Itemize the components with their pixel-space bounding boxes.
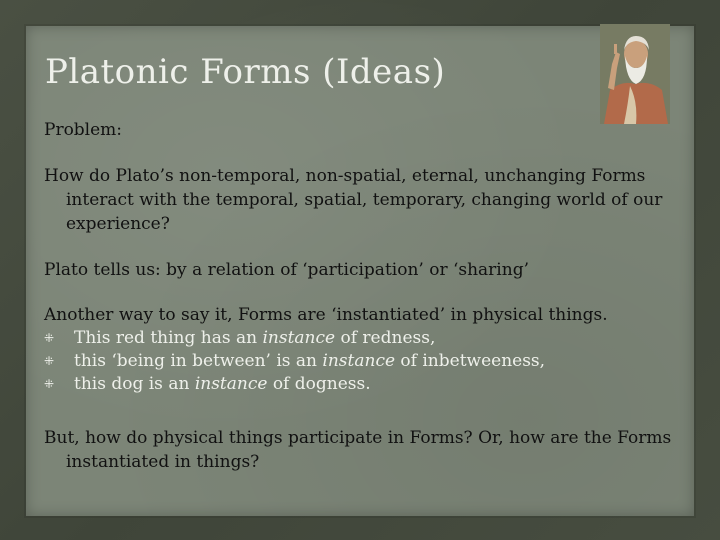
bullet-text: of dogness. — [267, 374, 371, 394]
arrow-bullet-icon: ⁜ — [44, 354, 55, 368]
bullet-list — [44, 327, 684, 396]
bullet-text: this dog is an — [74, 374, 195, 394]
bullet-text: of redness, — [335, 328, 436, 348]
bullet-emphasis: instance — [262, 328, 336, 348]
bullet-item — [44, 327, 684, 350]
bullet-text: this ‘being in between’ is an — [74, 351, 323, 371]
instantiation-paragraph: Another way to say it, Forms are ‘instantiated’ in physical things. — [44, 305, 608, 325]
question-paragraph: How do Plato’s non-temporal, non-spatial, eternal, unchanging Forms interact with the temporal, spatial, temporary, changing world of our experience? — [44, 166, 663, 234]
arrow-bullet-icon: ⁜ — [44, 331, 55, 345]
closing-paragraph: But, how do physical things participate in Forms? Or, how are the Forms instantiated in things? — [44, 428, 672, 472]
plato-portrait-image — [600, 24, 670, 124]
bullet-text: This red thing has an — [74, 328, 263, 348]
slide-body — [44, 118, 684, 474]
problem-label: Problem: — [44, 120, 123, 140]
bullet-emphasis: instance — [322, 351, 396, 371]
arrow-bullet-icon: ⁜ — [44, 377, 55, 391]
bullet-emphasis: instance — [194, 374, 268, 394]
bullet-item — [44, 373, 684, 396]
bullet-item — [44, 350, 684, 373]
plato-portrait — [600, 24, 670, 124]
bullet-text: of inbetweeness, — [395, 351, 546, 371]
answer-paragraph: Plato tells us: by a relation of ‘participation’ or ‘sharing’ — [44, 260, 529, 280]
slide-title: Platonic Forms (Ideas) — [45, 52, 446, 92]
